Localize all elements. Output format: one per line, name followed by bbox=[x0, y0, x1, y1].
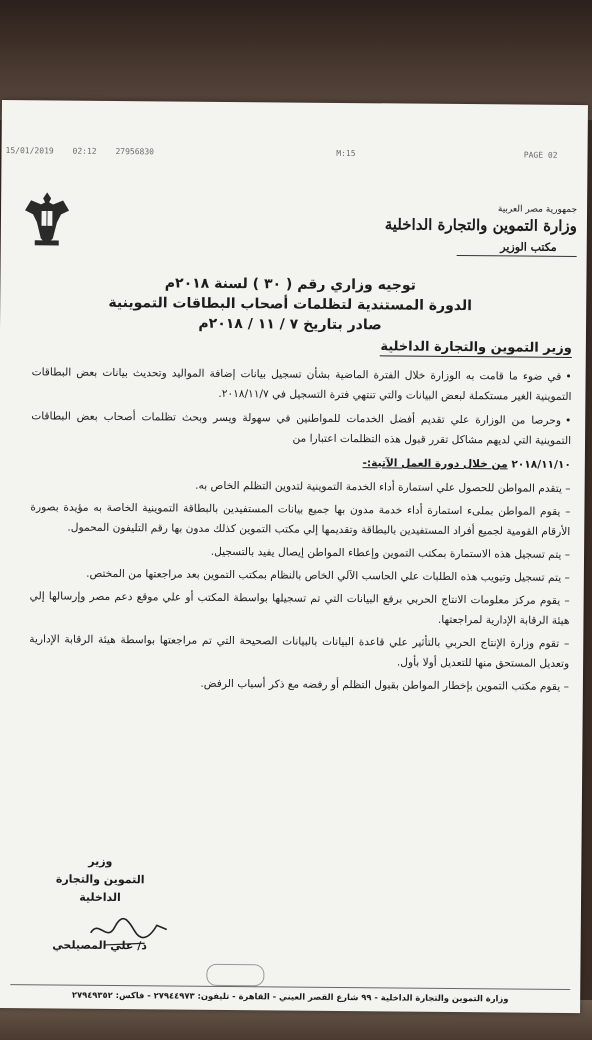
list-item: – يقوم مركز معلومات الانتاج الحربي برفع البيانات التي تم تسجيلها بواسطة المكتب أو علي موقع دعم مصر وإرسالها إلي هيئة الرقابة الإدارية لمراجعتها. bbox=[29, 586, 569, 631]
fax-number: 27956830 bbox=[115, 146, 155, 157]
fax-header-left bbox=[6, 146, 169, 156]
directive-subject: الدورة المستندية لتظلمات أصحاب البطاقات التموينية bbox=[108, 294, 473, 315]
document-body bbox=[29, 362, 572, 700]
republic-name: جمهورية مصر العربية bbox=[497, 204, 578, 216]
directive-date: صادر بتاريخ ٧ / ١١ / ٢٠١٨م bbox=[198, 315, 382, 334]
ministry-header bbox=[377, 203, 577, 257]
signatory-name: د/ علي المصيلحي bbox=[52, 938, 147, 953]
faded-stamp-icon bbox=[206, 964, 264, 987]
list-item: – يتم تسجيل وتبويب هذه الطلبات علي الحاسب الآلي الخاص بالنظام بمكتب التموين بعد مراجعتها من المختص. bbox=[30, 563, 570, 588]
paragraph-2: • وحرصا من الوزارة علي تقديم أفضل الخدمات للمواطنين في سهولة ويسر وبحث تظلمات أصحاب بعض البطاقات التموينية التي لديهم مشاكل تقرر قبول هذه التظلمات اعتبارا من bbox=[31, 406, 571, 451]
fax-page: PAGE 02 bbox=[523, 150, 558, 160]
eagle-emblem-icon bbox=[23, 188, 72, 248]
section-label: من خلال دورة العمل الآتية:- bbox=[362, 457, 508, 471]
paragraph-1: • في ضوء ما قامت به الوزارة خلال الفترة الماضية بشأن تسجيل بيانات إضافة المواليد وتحديث بيانات بعض البطاقات التموينية الغير مستكملة لبعض البيانات والتي تنتهي فترة التسجيل في ٢٠١٨/١١/٧. bbox=[31, 362, 571, 407]
fax-date: 15/01/2019 bbox=[5, 146, 54, 156]
fax-header bbox=[6, 146, 558, 160]
minister-office: مكتب الوزير bbox=[500, 240, 557, 254]
directive-number: توجيه وزاري رقم ( ٣٠ ) لسنة ٢٠١٨م bbox=[164, 275, 417, 294]
document-sheet bbox=[0, 100, 588, 1013]
addressee: وزير التموين والتجارة الداخلية bbox=[380, 339, 572, 356]
section-heading bbox=[31, 450, 571, 475]
list-item: – يقوم المواطن بملىء استمارة أداء خدمة مدون بها جميع بيانات المستفيدين بالبطاقة التموينية الخاصة به مؤيدة بصورة الأرقام القومية لجميع أفراد المستفيدين بالبطاقة وتقديمها إلي مكتب التموين كذلك مدون بها رقم التليفون المحمول. bbox=[30, 497, 570, 542]
ministry-name: وزارة التموين والتجارة الداخلية bbox=[384, 215, 578, 236]
list-item: – تقوم وزارة الإنتاج الحربي بالتأثير علي قاعدة البيانات بالبيانات الصحيحة التي تم مراجعتها بواسطة هيئة الرقابة الإدارية وتعديل المستحق منها للتعديل أولا بأول. bbox=[29, 629, 569, 674]
footer-address: وزارة التموين والتجارة الداخلية - ٩٩ شارع القصر العيني - القاهرة - تليفون: ٢٧٩٤٤٩٧٣ - فاكس: ٢٧٩٤٩٣٥٢ bbox=[10, 984, 570, 1004]
handwritten-signature-icon bbox=[85, 913, 175, 954]
directive-title bbox=[100, 273, 481, 336]
signature-title-1: وزير bbox=[88, 854, 113, 868]
list-item: – يتم تسجيل هذه الاستمارة بمكتب التموين وإعطاء المواطن إيصال يفيد بالتسجيل. bbox=[30, 540, 570, 565]
list-item: – يتقدم المواطن للحصول علي استمارة أداء الخدمة التموينية لتدوين التظلم الخاص به. bbox=[31, 474, 571, 499]
fax-m-label: M:15 bbox=[336, 148, 356, 159]
list-item: – يقوم مكتب التموين بإخطار المواطن بقبول التظلم أو رفضه مع ذكر أسباب الرفض. bbox=[29, 672, 569, 697]
fax-time: 02:12 bbox=[72, 146, 97, 156]
signature-title-2: التموين والتجارة الداخلية bbox=[55, 872, 145, 905]
ministry-rule bbox=[457, 255, 577, 257]
section-date: ٢٠١٨/١١/١٠ bbox=[511, 458, 571, 471]
workflow-steps bbox=[29, 474, 571, 697]
